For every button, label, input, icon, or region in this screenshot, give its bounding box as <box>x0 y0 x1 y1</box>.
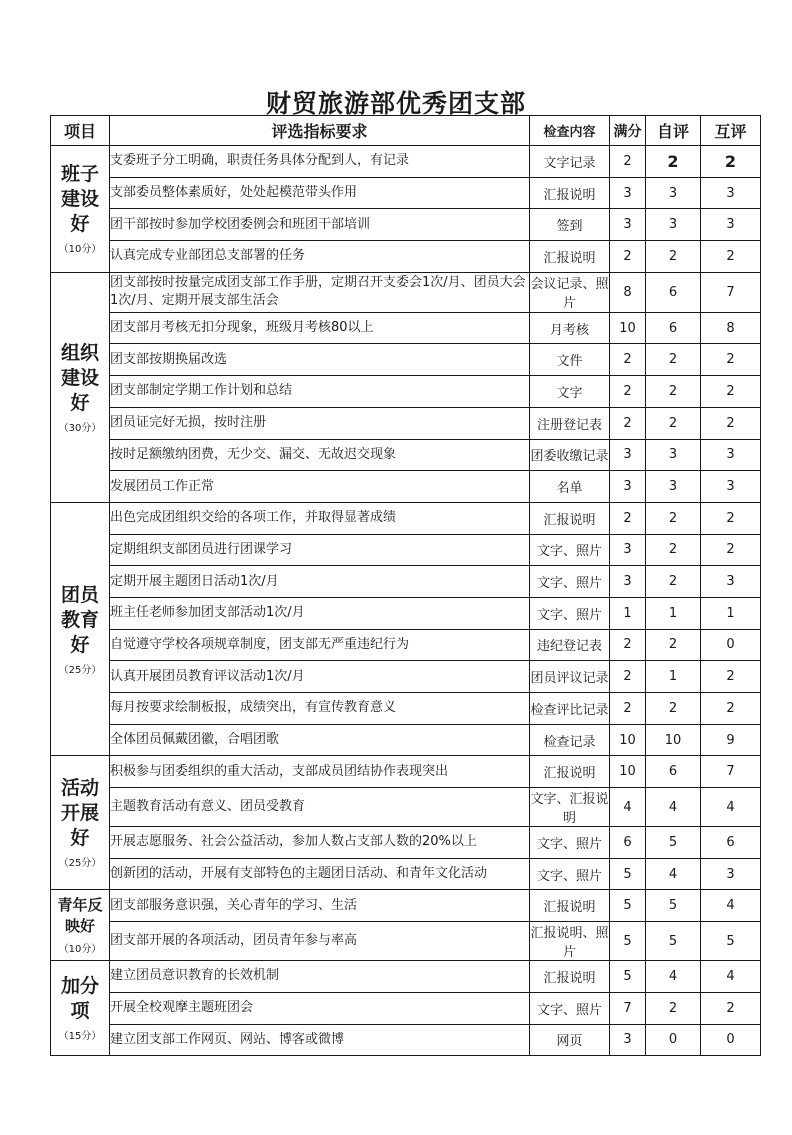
table-row <box>51 502 761 534</box>
section-category <box>51 502 110 756</box>
section-name: 加分项 <box>60 975 99 1023</box>
criterion-text: 团支部月考核无扣分现象，班级月考核80以上 <box>110 312 530 344</box>
mutual-score: 6 <box>701 827 761 859</box>
full-score: 10 <box>610 724 646 756</box>
mutual-score: 2 <box>701 376 761 408</box>
self-score: 6 <box>646 756 701 788</box>
section-points: （30分） <box>58 422 102 434</box>
criterion-text: 定期组织支部团员进行团课学习 <box>110 534 530 566</box>
mutual-score: 4 <box>701 788 761 827</box>
full-score: 5 <box>610 858 646 890</box>
table-row <box>51 566 761 598</box>
self-score: 2 <box>646 502 701 534</box>
criterion-text: 出色完成团组织交给的各项工作，并取得显著成绩 <box>110 502 530 534</box>
table-row <box>51 827 761 859</box>
full-score: 4 <box>610 788 646 827</box>
inspect-content: 汇报说明 <box>530 890 610 922</box>
mutual-score: 4 <box>701 890 761 922</box>
inspect-content: 检查评比记录 <box>530 693 610 725</box>
criterion-text: 全体团员佩戴团徽，合唱团歌 <box>110 724 530 756</box>
header-row <box>51 116 761 146</box>
section-name: 团员教育好 <box>60 583 99 656</box>
full-score: 10 <box>610 756 646 788</box>
table-row <box>51 177 761 209</box>
inspect-content: 网页 <box>530 1024 610 1056</box>
mutual-score: 7 <box>701 272 761 312</box>
criterion-text: 每月按要求绘制板报，成绩突出，有宣传教育意义 <box>110 693 530 725</box>
table-row <box>51 471 761 503</box>
header-category: 项目 <box>51 116 110 146</box>
full-score: 2 <box>610 629 646 661</box>
self-score: 0 <box>646 1024 701 1056</box>
table-row <box>51 724 761 756</box>
full-score: 3 <box>610 209 646 241</box>
criterion-text: 定期开展主题团日活动1次/月 <box>110 566 530 598</box>
table-row <box>51 890 761 922</box>
inspect-content: 文字、照片 <box>530 566 610 598</box>
self-score: 5 <box>646 890 701 922</box>
criterion-text: 团员证完好无损，按时注册 <box>110 407 530 439</box>
criterion-text: 团支部开展的各项活动，团员青年参与率高 <box>110 922 530 961</box>
section-category <box>51 756 110 890</box>
section-points: （25分） <box>58 858 102 870</box>
table-row <box>51 597 761 629</box>
table-row <box>51 961 761 993</box>
mutual-score: 2 <box>701 344 761 376</box>
section-points: （10分） <box>58 944 102 956</box>
full-score: 3 <box>610 439 646 471</box>
full-score: 10 <box>610 312 646 344</box>
full-score: 2 <box>610 376 646 408</box>
self-score: 2 <box>646 146 701 178</box>
mutual-score: 3 <box>701 858 761 890</box>
mutual-score: 2 <box>701 661 761 693</box>
full-score: 2 <box>610 344 646 376</box>
self-score: 5 <box>646 827 701 859</box>
inspect-content: 注册登记表 <box>530 407 610 439</box>
criterion-text: 自觉遵守学校各项规章制度，团支部无严重违纪行为 <box>110 629 530 661</box>
inspect-content: 文字记录 <box>530 146 610 178</box>
inspect-content: 会议记录、照片 <box>530 272 610 312</box>
inspect-content: 团员评议记录 <box>530 661 610 693</box>
section-name: 班子建设好 <box>60 163 99 236</box>
self-score: 2 <box>646 629 701 661</box>
table-row <box>51 858 761 890</box>
inspect-content: 文字、汇报说明 <box>530 788 610 827</box>
full-score: 5 <box>610 922 646 961</box>
full-score: 3 <box>610 566 646 598</box>
inspect-content: 文字、照片 <box>530 597 610 629</box>
criterion-text: 团支部按期换届改选 <box>110 344 530 376</box>
mutual-score: 3 <box>701 471 761 503</box>
inspect-content: 检查记录 <box>530 724 610 756</box>
section-name: 组织建设好 <box>60 341 99 414</box>
self-score: 3 <box>646 439 701 471</box>
criterion-text: 团支部服务意识强，关心青年的学习、生活 <box>110 890 530 922</box>
criterion-text: 团支部按时按量完成团支部工作手册，定期召开支委会1次/月、团员大会1次/月、定期开展支部生活会 <box>110 272 530 312</box>
table-row <box>51 241 761 273</box>
header-self-score: 自评 <box>646 116 701 146</box>
self-score: 2 <box>646 407 701 439</box>
mutual-score: 2 <box>701 241 761 273</box>
section-name: 活动开展好 <box>60 777 99 850</box>
mutual-score: 9 <box>701 724 761 756</box>
mutual-score: 2 <box>701 534 761 566</box>
criterion-text: 支委班子分工明确，职责任务具体分配到人，有记录 <box>110 146 530 178</box>
page-title: 财贸旅游部优秀团支部 <box>265 89 526 118</box>
inspect-content: 汇报说明 <box>530 961 610 993</box>
inspect-content: 名单 <box>530 471 610 503</box>
table-row <box>51 693 761 725</box>
inspect-content: 文字、照片 <box>530 858 610 890</box>
mutual-score: 1 <box>701 597 761 629</box>
self-score: 4 <box>646 788 701 827</box>
mutual-score: 2 <box>701 146 761 178</box>
self-score: 10 <box>646 724 701 756</box>
full-score: 2 <box>610 502 646 534</box>
self-score: 2 <box>646 534 701 566</box>
full-score: 2 <box>610 693 646 725</box>
table-body <box>51 146 761 1056</box>
header-inspect: 检查内容 <box>530 116 610 146</box>
criterion-text: 开展志愿服务、社会公益活动，参加人数占支部人数的20%以上 <box>110 827 530 859</box>
inspect-content: 汇报说明 <box>530 756 610 788</box>
table-row <box>51 756 761 788</box>
section-points: （10分） <box>58 244 102 256</box>
inspect-content: 月考核 <box>530 312 610 344</box>
table-row <box>51 661 761 693</box>
table-row <box>51 272 761 312</box>
inspect-content: 汇报说明、照片 <box>530 922 610 961</box>
criterion-text: 主题教育活动有意义、团员受教育 <box>110 788 530 827</box>
full-score: 1 <box>610 597 646 629</box>
self-score: 1 <box>646 597 701 629</box>
self-score: 2 <box>646 344 701 376</box>
table-row <box>51 534 761 566</box>
table-row <box>51 992 761 1024</box>
self-score: 2 <box>646 566 701 598</box>
header-full-score: 满分 <box>610 116 646 146</box>
criterion-text: 发展团员工作正常 <box>110 471 530 503</box>
header-item: 评选指标要求 <box>110 116 530 146</box>
mutual-score: 0 <box>701 629 761 661</box>
inspect-content: 文字、照片 <box>530 992 610 1024</box>
full-score: 6 <box>610 827 646 859</box>
inspect-content: 签到 <box>530 209 610 241</box>
mutual-score: 3 <box>701 209 761 241</box>
full-score: 3 <box>610 177 646 209</box>
table-row <box>51 344 761 376</box>
mutual-score: 2 <box>701 502 761 534</box>
criterion-text: 认真开展团员教育评议活动1次/月 <box>110 661 530 693</box>
section-category <box>51 272 110 502</box>
section-points: （25分） <box>58 664 102 676</box>
mutual-score: 7 <box>701 756 761 788</box>
criterion-text: 建立团支部工作网页、网站、博客或微博 <box>110 1024 530 1056</box>
full-score: 7 <box>610 992 646 1024</box>
self-score: 2 <box>646 693 701 725</box>
criterion-text: 创新团的活动，开展有支部特色的主题团日活动、和青年文化活动 <box>110 858 530 890</box>
full-score: 5 <box>610 961 646 993</box>
full-score: 2 <box>610 241 646 273</box>
mutual-score: 2 <box>701 407 761 439</box>
table-row <box>51 209 761 241</box>
full-score: 2 <box>610 146 646 178</box>
self-score: 2 <box>646 376 701 408</box>
mutual-score: 2 <box>701 693 761 725</box>
self-score: 5 <box>646 922 701 961</box>
inspect-content: 团委收缴记录 <box>530 439 610 471</box>
self-score: 3 <box>646 209 701 241</box>
inspect-content: 文字、照片 <box>530 534 610 566</box>
full-score: 2 <box>610 407 646 439</box>
inspect-content: 文件 <box>530 344 610 376</box>
full-score: 3 <box>610 471 646 503</box>
full-score: 3 <box>610 534 646 566</box>
section-category <box>51 146 110 273</box>
criterion-text: 团支部制定学期工作计划和总结 <box>110 376 530 408</box>
self-score: 3 <box>646 177 701 209</box>
mutual-score: 4 <box>701 961 761 993</box>
full-score: 5 <box>610 890 646 922</box>
mutual-score: 0 <box>701 1024 761 1056</box>
self-score: 2 <box>646 992 701 1024</box>
self-score: 6 <box>646 272 701 312</box>
header-mutual-score: 互评 <box>701 116 761 146</box>
inspect-content: 汇报说明 <box>530 177 610 209</box>
full-score: 8 <box>610 272 646 312</box>
section-points: （15分） <box>58 1031 102 1043</box>
criterion-text: 班主任老师参加团支部活动1次/月 <box>110 597 530 629</box>
evaluation-table <box>50 115 761 1056</box>
self-score: 1 <box>646 661 701 693</box>
table-row <box>51 312 761 344</box>
mutual-score: 3 <box>701 566 761 598</box>
inspect-content: 汇报说明 <box>530 241 610 273</box>
criterion-text: 开展全校观摩主题班团会 <box>110 992 530 1024</box>
criterion-text: 认真完成专业部团总支部署的任务 <box>110 241 530 273</box>
section-name: 青年反映好 <box>57 896 103 936</box>
mutual-score: 5 <box>701 922 761 961</box>
table-row <box>51 788 761 827</box>
full-score: 3 <box>610 1024 646 1056</box>
criterion-text: 积极参与团委组织的重大活动，支部成员团结协作表现突出 <box>110 756 530 788</box>
table-row <box>51 1024 761 1056</box>
self-score: 3 <box>646 471 701 503</box>
mutual-score: 8 <box>701 312 761 344</box>
table-row <box>51 407 761 439</box>
inspect-content: 汇报说明 <box>530 502 610 534</box>
criterion-text: 按时足额缴纳团费，无少交、漏交、无故迟交现象 <box>110 439 530 471</box>
self-score: 2 <box>646 241 701 273</box>
criterion-text: 团干部按时参加学校团委例会和班团干部培训 <box>110 209 530 241</box>
criterion-text: 建立团员意识教育的长效机制 <box>110 961 530 993</box>
table-row <box>51 629 761 661</box>
mutual-score: 2 <box>701 992 761 1024</box>
inspect-content: 文字、照片 <box>530 827 610 859</box>
self-score: 6 <box>646 312 701 344</box>
table-row <box>51 146 761 178</box>
inspect-content: 文字 <box>530 376 610 408</box>
mutual-score: 3 <box>701 439 761 471</box>
inspect-content: 违纪登记表 <box>530 629 610 661</box>
section-category <box>51 961 110 1056</box>
mutual-score: 3 <box>701 177 761 209</box>
table-row <box>51 376 761 408</box>
table-row <box>51 922 761 961</box>
section-category <box>51 890 110 961</box>
full-score: 2 <box>610 661 646 693</box>
criterion-text: 支部委员整体素质好，处处起模范带头作用 <box>110 177 530 209</box>
self-score: 4 <box>646 858 701 890</box>
table-row <box>51 439 761 471</box>
self-score: 4 <box>646 961 701 993</box>
